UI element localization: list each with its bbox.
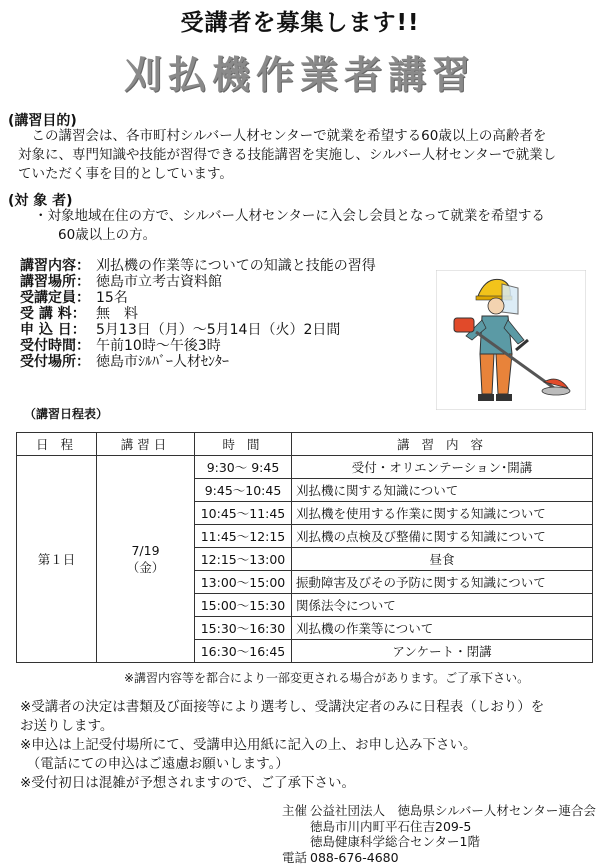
info-label: 受付時間： [20, 338, 96, 354]
info-value: 5月13日（月）～5月14日（火）2日間 [96, 322, 340, 338]
schedule-table [16, 432, 593, 663]
content-cell: 刈払機を使用する作業に関する知識について [292, 502, 593, 525]
info-label: 申 込 日： [20, 322, 96, 338]
course-title: 刈払機作業者講習 [0, 44, 600, 99]
time-cell: 15:30～16:30 [195, 617, 292, 640]
content-cell: アンケート・閉講 [292, 640, 593, 663]
time-cell: 13:00～15:00 [195, 571, 292, 594]
time-cell: 15:00～15:30 [195, 594, 292, 617]
note-line: ※受講者の決定は書類及び面接等により選考し、受講決定者のみに日程表（しおり）を [20, 698, 544, 717]
info-row-apply-date [20, 322, 340, 338]
purpose-line: 対象に、専門知識や技能が習得できる技能講習を実施し、シルバー人材センターで就業し [18, 146, 596, 165]
purpose-line: ていただく事を目的としています。 [18, 165, 596, 184]
note-line: お送りします。 [20, 717, 544, 736]
time-cell: 16:30～16:45 [195, 640, 292, 663]
info-label: 受付場所： [20, 354, 96, 370]
day-cell: 第１日 [17, 456, 97, 663]
target-line: ・対象地域在住の方で、シルバー人材センターに入会し会員となって就業を希望する [34, 207, 594, 226]
content-cell: 刈払機の作業等について [292, 617, 593, 640]
info-row-content [20, 258, 376, 274]
info-value: 午前10時～午後3時 [96, 338, 221, 354]
col-header-date: 講習日 [97, 433, 195, 456]
recruit-headline: 受講者を募集します!! [0, 4, 600, 37]
info-label: 講習場所： [20, 274, 96, 290]
worker-with-brush-cutter-illustration [436, 270, 586, 410]
date-value: 7/19 [101, 543, 190, 558]
date-cell [97, 456, 195, 663]
info-row-reception-time [20, 338, 221, 354]
content-cell: 刈払機に関する知識について [292, 479, 593, 502]
time-cell: 11:45～12:15 [195, 525, 292, 548]
info-row-location [20, 274, 222, 290]
info-row-reception-place [20, 354, 229, 370]
info-label: 受講定員： [20, 290, 96, 306]
info-label: 講習内容： [20, 258, 96, 274]
schedule-label: （講習日程表） [24, 405, 108, 422]
info-value: 無 料 [96, 306, 138, 322]
notes-block [20, 698, 544, 793]
info-label: 受 講 料： [20, 306, 96, 322]
note-line: （電話にての申込はご遠慮お願いします。） [20, 755, 544, 774]
col-header-day: 日 程 [17, 433, 97, 456]
time-cell: 9:45～10:45 [195, 479, 292, 502]
sponsor-label: 主催 [282, 803, 310, 819]
content-cell: 受付・オリエンテーション･開講 [292, 456, 593, 479]
content-cell: 振動障害及びその予防に関する知識について [292, 571, 593, 594]
phone-number: 088-676-4680 [310, 850, 399, 865]
table-row [17, 456, 593, 479]
target-text [34, 207, 594, 245]
schedule-header-row [17, 433, 593, 456]
info-value: 徳島市ｼﾙﾊﾞｰ人材ｾﾝﾀｰ [96, 354, 229, 370]
sponsor-name: 公益社団法人 徳島県シルバー人材センター連合会 [310, 803, 596, 819]
col-header-content: 講 習 内 容 [292, 433, 593, 456]
content-cell: 関係法令について [292, 594, 593, 617]
purpose-line: この講習会は、各市町村シルバー人材センターで就業を希望する60歳以上の高齢者を [18, 127, 596, 146]
time-cell: 10:45～11:45 [195, 502, 292, 525]
time-cell: 12:15～13:00 [195, 548, 292, 571]
weekday-value: （金） [101, 558, 190, 576]
purpose-heading: (講習目的) [8, 110, 77, 130]
content-cell: 刈払機の点検及び整備に関する知識について [292, 525, 593, 548]
target-line: 60歳以上の方。 [34, 226, 594, 245]
note-line: ※申込は上記受付場所にて、受講申込用紙に記入の上、お申し込み下さい。 [20, 736, 544, 755]
address-line-1: 徳島市川内町平石住吉209-5 [310, 819, 471, 835]
address-line-2: 徳島健康科学総合センター1階 [310, 834, 480, 850]
time-cell: 9:30～ 9:45 [195, 456, 292, 479]
info-value: 刈払機の作業等についての知識と技能の習得 [96, 258, 376, 274]
info-value: 徳島市立考古資料館 [96, 274, 222, 290]
schedule-note: ※講習内容等を都合により一部変更される場合があります。ご了承下さい。 [124, 669, 529, 686]
note-line: ※受付初日は混雑が予想されますので、ご了承下さい。 [20, 774, 544, 793]
col-header-time: 時 間 [195, 433, 292, 456]
info-value: 15名 [96, 290, 128, 306]
info-row-fee [20, 306, 138, 322]
purpose-text [18, 127, 596, 184]
content-cell: 昼食 [292, 548, 593, 571]
info-row-capacity [20, 290, 128, 306]
target-heading: (対 象 者) [8, 190, 73, 210]
phone-label: 電話 [282, 850, 310, 865]
